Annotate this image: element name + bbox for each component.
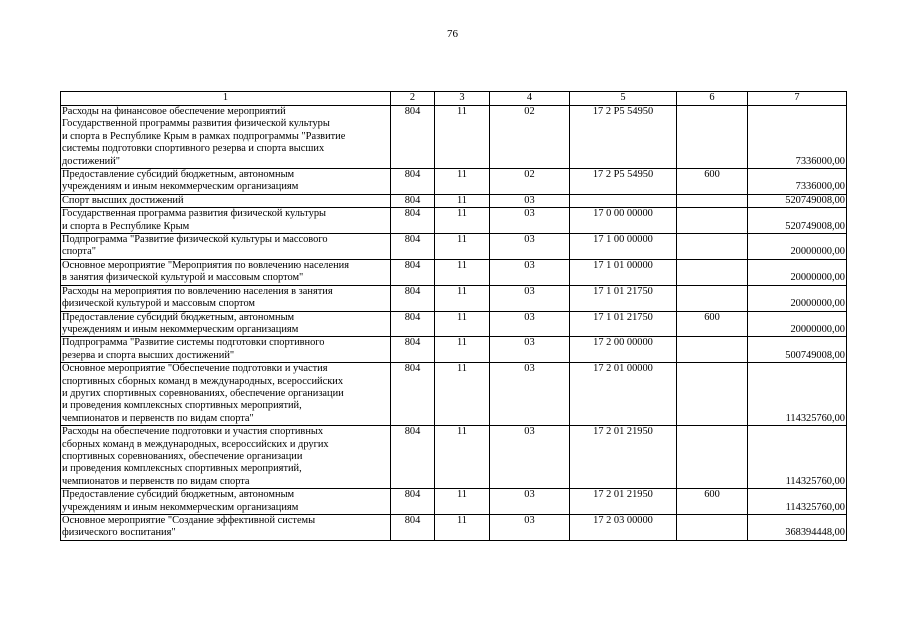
row-code-cell: 804 xyxy=(391,234,435,260)
row-target-article-cell: 17 1 01 00000 xyxy=(570,259,677,285)
row-amount-cell: 500749008,00 xyxy=(748,337,847,363)
row-amount-cell: 368394448,00 xyxy=(748,515,847,541)
row-amount-cell: 114325760,00 xyxy=(748,489,847,515)
row-target-article-cell: 17 1 01 21750 xyxy=(570,285,677,311)
row-code-cell: 804 xyxy=(391,106,435,169)
row-amount-cell: 114325760,00 xyxy=(748,426,847,489)
row-expense-type-cell xyxy=(677,363,748,426)
row-name-cell: Предоставление субсидий бюджетным, автономным учреждениям и иным некоммерческим организациям xyxy=(61,489,391,515)
table-row xyxy=(61,489,847,515)
row-name-cell: Спорт высших достижений xyxy=(61,194,391,207)
row-expense-type-cell xyxy=(677,515,748,541)
row-section-cell: 11 xyxy=(435,515,490,541)
row-target-article-cell: 17 2 00 00000 xyxy=(570,337,677,363)
row-name-cell: Расходы на обеспечение подготовки и участия спортивных сборных команд в международных, всероссийских и других спортивных соревнованиях, обеспечение организации и проведения комплексных спортивных мероприятий, чемпионатов и первенств по видам спорта xyxy=(61,426,391,489)
row-subsection-cell: 03 xyxy=(490,515,570,541)
row-target-article-cell: 17 2 P5 54950 xyxy=(570,106,677,169)
row-amount-cell: 7336000,00 xyxy=(748,106,847,169)
row-code-cell: 804 xyxy=(391,259,435,285)
row-expense-type-cell xyxy=(677,259,748,285)
header-col-5: 5 xyxy=(570,92,677,106)
row-subsection-cell: 02 xyxy=(490,169,570,195)
row-name-cell: Предоставление субсидий бюджетным, автономным учреждениям и иным некоммерческим организациям xyxy=(61,311,391,337)
budget-table xyxy=(60,91,847,541)
row-expense-type-cell: 600 xyxy=(677,311,748,337)
row-subsection-cell: 02 xyxy=(490,106,570,169)
row-target-article-cell: 17 2 01 00000 xyxy=(570,363,677,426)
table-row xyxy=(61,426,847,489)
row-subsection-cell: 03 xyxy=(490,194,570,207)
table-row xyxy=(61,208,847,234)
row-subsection-cell: 03 xyxy=(490,363,570,426)
row-target-article-cell: 17 2 P5 54950 xyxy=(570,169,677,195)
row-expense-type-cell: 600 xyxy=(677,489,748,515)
row-target-article-cell xyxy=(570,194,677,207)
header-col-4: 4 xyxy=(490,92,570,106)
row-code-cell: 804 xyxy=(391,363,435,426)
header-col-6: 6 xyxy=(677,92,748,106)
row-section-cell: 11 xyxy=(435,426,490,489)
row-code-cell: 804 xyxy=(391,285,435,311)
row-code-cell: 804 xyxy=(391,337,435,363)
row-section-cell: 11 xyxy=(435,169,490,195)
row-target-article-cell: 17 1 01 21750 xyxy=(570,311,677,337)
row-amount-cell: 7336000,00 xyxy=(748,169,847,195)
row-amount-cell: 20000000,00 xyxy=(748,259,847,285)
row-section-cell: 11 xyxy=(435,311,490,337)
row-name-cell: Расходы на мероприятия по вовлечению населения в занятия физической культурой и массовым спортом xyxy=(61,285,391,311)
header-col-3: 3 xyxy=(435,92,490,106)
row-subsection-cell: 03 xyxy=(490,337,570,363)
row-target-article-cell: 17 0 00 00000 xyxy=(570,208,677,234)
row-name-cell: Предоставление субсидий бюджетным, автономным учреждениям и иным некоммерческим организациям xyxy=(61,169,391,195)
row-section-cell: 11 xyxy=(435,234,490,260)
row-amount-cell: 20000000,00 xyxy=(748,234,847,260)
row-target-article-cell: 17 2 01 21950 xyxy=(570,489,677,515)
row-amount-cell: 520749008,00 xyxy=(748,194,847,207)
row-section-cell: 11 xyxy=(435,194,490,207)
row-subsection-cell: 03 xyxy=(490,426,570,489)
row-amount-cell: 114325760,00 xyxy=(748,363,847,426)
page-number: 76 xyxy=(447,28,458,40)
row-expense-type-cell xyxy=(677,208,748,234)
table-row xyxy=(61,259,847,285)
table-row xyxy=(61,106,847,169)
row-amount-cell: 20000000,00 xyxy=(748,311,847,337)
row-target-article-cell: 17 2 03 00000 xyxy=(570,515,677,541)
table-row xyxy=(61,337,847,363)
row-code-cell: 804 xyxy=(391,169,435,195)
row-subsection-cell: 03 xyxy=(490,234,570,260)
row-section-cell: 11 xyxy=(435,259,490,285)
header-col-2: 2 xyxy=(391,92,435,106)
row-name-cell: Расходы на финансовое обеспечение мероприятий Государственной программы развития физической культуры и спорта в Республике Крым в рамках подпрограммы "Развитие системы подготовки спортивного резерва и спорта высших достижений" xyxy=(61,106,391,169)
row-amount-cell: 520749008,00 xyxy=(748,208,847,234)
row-target-article-cell: 17 1 00 00000 xyxy=(570,234,677,260)
row-name-cell: Основное мероприятие "Мероприятия по вовлечению населения в занятия физической культурой и массовым спортом" xyxy=(61,259,391,285)
row-expense-type-cell xyxy=(677,426,748,489)
table-row xyxy=(61,515,847,541)
row-code-cell: 804 xyxy=(391,426,435,489)
row-code-cell: 804 xyxy=(391,489,435,515)
row-name-cell: Подпрограмма "Развитие физической культуры и массового спорта" xyxy=(61,234,391,260)
row-subsection-cell: 03 xyxy=(490,259,570,285)
row-code-cell: 804 xyxy=(391,515,435,541)
row-expense-type-cell xyxy=(677,106,748,169)
row-code-cell: 804 xyxy=(391,311,435,337)
row-name-cell: Основное мероприятие "Создание эффективной системы физического воспитания" xyxy=(61,515,391,541)
table-row xyxy=(61,169,847,195)
row-subsection-cell: 03 xyxy=(490,311,570,337)
row-section-cell: 11 xyxy=(435,106,490,169)
header-col-1: 1 xyxy=(61,92,391,106)
table-row xyxy=(61,311,847,337)
row-subsection-cell: 03 xyxy=(490,208,570,234)
row-target-article-cell: 17 2 01 21950 xyxy=(570,426,677,489)
table-row xyxy=(61,194,847,207)
row-section-cell: 11 xyxy=(435,208,490,234)
row-name-cell: Основное мероприятие "Обеспечение подготовки и участия спортивных сборных команд в международных, всероссийских и других спортивных соревнованиях, обеспечение организации и проведения комплексных спортивных мероприятий, чемпионатов и первенств по видам спорта" xyxy=(61,363,391,426)
row-subsection-cell: 03 xyxy=(490,489,570,515)
row-section-cell: 11 xyxy=(435,363,490,426)
table-body xyxy=(61,106,847,541)
row-name-cell: Подпрограмма "Развитие системы подготовки спортивного резерва и спорта высших достижений" xyxy=(61,337,391,363)
row-section-cell: 11 xyxy=(435,337,490,363)
row-expense-type-cell xyxy=(677,285,748,311)
table-row xyxy=(61,234,847,260)
row-amount-cell: 20000000,00 xyxy=(748,285,847,311)
table-row xyxy=(61,285,847,311)
row-section-cell: 11 xyxy=(435,489,490,515)
header-col-7: 7 xyxy=(748,92,847,106)
row-subsection-cell: 03 xyxy=(490,285,570,311)
row-expense-type-cell xyxy=(677,337,748,363)
row-expense-type-cell xyxy=(677,194,748,207)
row-expense-type-cell xyxy=(677,234,748,260)
row-code-cell: 804 xyxy=(391,194,435,207)
header-row xyxy=(61,92,847,106)
table-row xyxy=(61,363,847,426)
row-name-cell: Государственная программа развития физической культуры и спорта в Республике Крым xyxy=(61,208,391,234)
row-code-cell: 804 xyxy=(391,208,435,234)
row-expense-type-cell: 600 xyxy=(677,169,748,195)
row-section-cell: 11 xyxy=(435,285,490,311)
